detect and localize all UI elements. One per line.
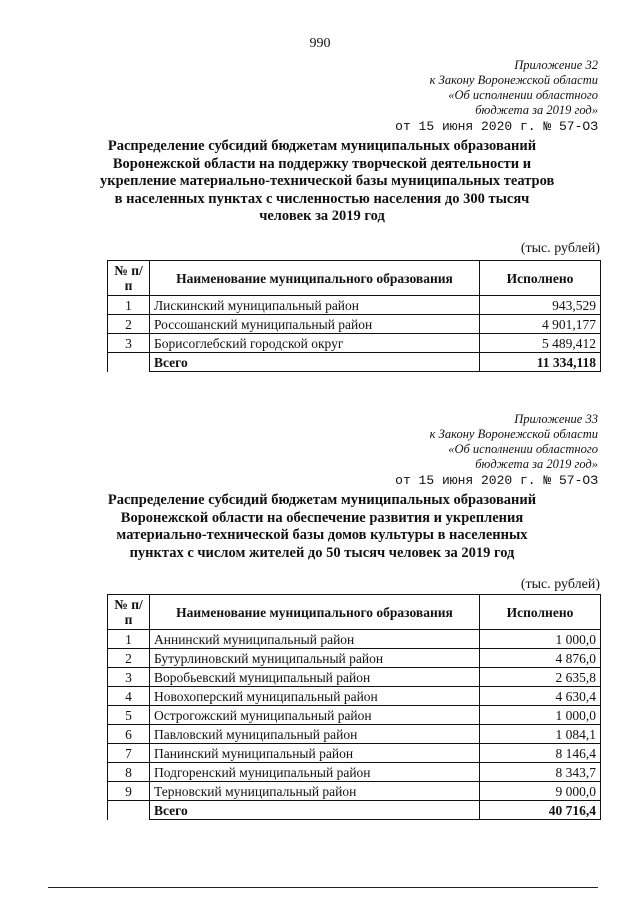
section-2-title [100,492,544,562]
table-row [108,668,601,687]
row-name: Бутурлиновский муниципальный район [150,649,480,668]
row-value: 4 876,0 [480,649,601,668]
appendix-line: к Закону Воронежской области [429,427,598,441]
title-line: Распределение субсидий бюджетам муниципальных образований [107,492,537,508]
total-row [108,353,601,372]
header-name: Наименование муниципального образования [150,261,480,296]
table-row [108,649,601,668]
row-number: 3 [108,334,150,353]
total-empty-cell [108,353,150,372]
table-row [108,687,601,706]
row-number: 9 [108,782,150,801]
table-row [108,315,601,334]
row-value: 9 000,0 [480,782,601,801]
row-name: Россошанский муниципальный район [150,315,480,334]
table-row [108,706,601,725]
appendix-line: Приложение 32 [514,58,598,72]
row-value: 1 000,0 [480,630,601,649]
row-number: 1 [108,296,150,315]
table-row [108,782,601,801]
row-name: Острогожский муниципальный район [150,706,480,725]
row-value: 943,529 [480,296,601,315]
section-1-title [100,138,555,226]
appendix-33-header [395,412,598,488]
table-row [108,296,601,315]
appendix-line: Приложение 33 [514,412,598,426]
footer-divider [48,887,598,888]
total-label: Всего [150,801,480,820]
appendix-line: «Об исполнении областного [448,88,598,102]
page-number: 990 [309,36,331,51]
row-value: 8 343,7 [480,763,601,782]
table-1 [107,260,601,372]
row-name: Лискинский муниципальный район [150,296,480,315]
appendix-line: «Об исполнении областного [448,442,598,456]
row-name: Павловский муниципальный район [150,725,480,744]
appendix-line: бюджета за 2019 год» [475,457,598,471]
row-number: 2 [108,649,150,668]
row-value: 8 146,4 [480,744,601,763]
row-value: 1 000,0 [480,706,601,725]
row-number: 5 [108,706,150,725]
header-name: Наименование муниципального образования [150,595,480,630]
row-number: 6 [108,725,150,744]
row-value: 1 084,1 [480,725,601,744]
row-value: 4 630,4 [480,687,601,706]
header-number: № п/п [108,261,150,296]
row-name: Аннинский муниципальный район [150,630,480,649]
row-number: 3 [108,668,150,687]
table-row [108,744,601,763]
row-number: 2 [108,315,150,334]
row-name: Панинский муниципальный район [150,744,480,763]
table-header-row [108,261,601,296]
header-value: Исполнено [480,595,601,630]
title-line: в населенных пунктах с численностью населения до 300 тысяч [114,190,530,207]
appendix-32-header [395,58,598,134]
row-name: Борисоглебский городской округ [150,334,480,353]
total-row [108,801,601,820]
row-number: 8 [108,763,150,782]
title-line: Воронежской области на обеспечение развития и укрепления [120,509,524,526]
row-number: 1 [108,630,150,649]
table-row [108,725,601,744]
law-date: от 15 июня 2020 г. № 57-ОЗ [395,473,598,488]
title-line: пунктах с числом жителей до 50 тысяч человек за 2019 год [129,544,515,561]
title-line: человек за 2019 год [259,208,385,224]
law-date: от 15 июня 2020 г. № 57-ОЗ [395,119,598,134]
row-name: Новохоперский муниципальный район [150,687,480,706]
row-number: 4 [108,687,150,706]
table-2 [107,594,601,820]
row-number: 7 [108,744,150,763]
table-header-row [108,595,601,630]
title-line: Воронежской области на поддержку творческой деятельности и [112,155,532,172]
row-value: 4 901,177 [480,315,601,334]
total-value: 40 716,4 [480,801,601,820]
units-label: (тыс. рублей) [520,241,600,256]
row-value: 5 489,412 [480,334,601,353]
total-value: 11 334,118 [480,353,601,372]
appendix-line: к Закону Воронежской области [429,73,598,87]
row-name: Подгоренский муниципальный район [150,763,480,782]
table-row [108,334,601,353]
units-label: (тыс. рублей) [520,577,600,592]
total-label: Всего [150,353,480,372]
header-value: Исполнено [480,261,601,296]
header-number: № п/п [108,595,150,630]
row-name: Терновский муниципальный район [150,782,480,801]
table-row [108,630,601,649]
row-value: 2 635,8 [480,668,601,687]
appendix-line: бюджета за 2019 год» [475,103,598,117]
total-empty-cell [108,801,150,820]
table-row [108,763,601,782]
title-line: Распределение субсидий бюджетам муниципальных образований [107,138,537,154]
title-line: материально-технической базы домов культуры в населенных [116,527,528,543]
row-name: Воробьевский муниципальный район [150,668,480,687]
title-line: укрепление материально-технической базы муниципальных театров [100,173,555,189]
